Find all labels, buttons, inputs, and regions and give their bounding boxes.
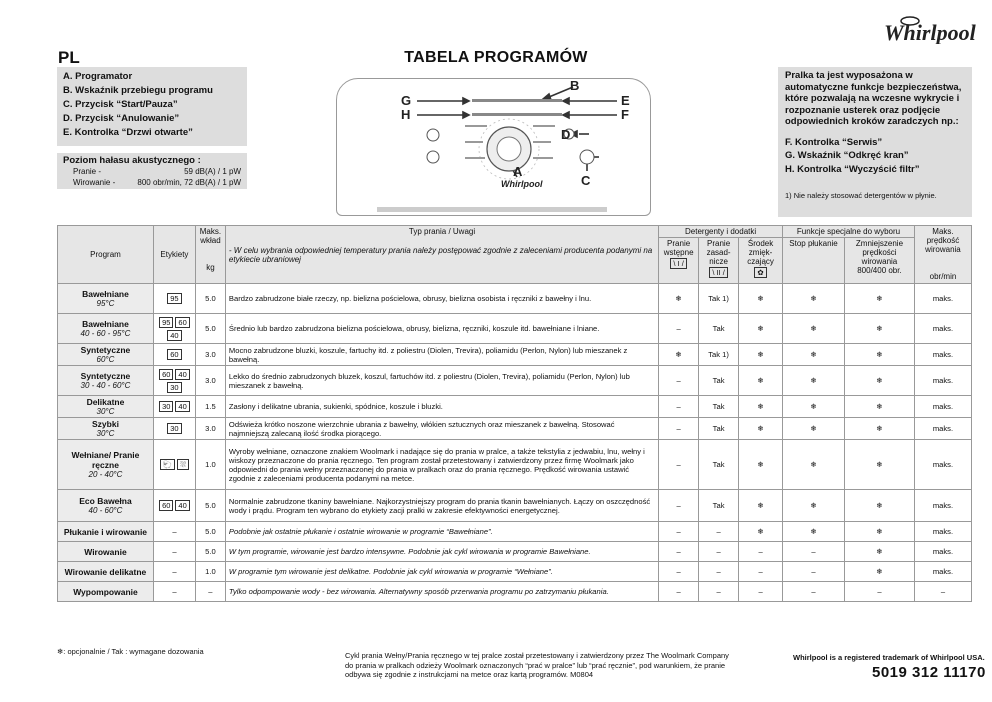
labels-cell — [153, 396, 195, 418]
care-label-icon: 30 — [167, 423, 181, 434]
table-row — [58, 522, 972, 542]
table-row — [58, 284, 972, 314]
softener-cell: – — [739, 582, 783, 602]
softener-cell: ❄ — [739, 314, 783, 344]
stop-cell: ❄ — [783, 490, 845, 522]
compartment-2-icon: \ II / — [709, 267, 728, 278]
reduce-cell: ❄ — [844, 522, 914, 542]
reduce-cell: – — [844, 582, 914, 602]
program-cell: Delikatne 30°C — [58, 396, 154, 418]
mainwash-cell: Tak 1) — [699, 284, 739, 314]
prewash-cell: ❄ — [659, 284, 699, 314]
logo-text: Whirlpool — [884, 20, 976, 44]
program-cell: Płukanie i wirowanie — [58, 522, 154, 542]
stop-cell: ❄ — [783, 284, 845, 314]
header-stop: Stop płukanie — [783, 238, 845, 284]
noise-row: Pranie - 59 dB(A) / 1 pW — [73, 167, 241, 176]
care-label-icon: 🐑 — [160, 459, 175, 470]
header-load: Maks. wkład kg — [195, 226, 225, 284]
mainwash-cell: Tak — [699, 440, 739, 490]
spin-cell: maks. — [914, 522, 971, 542]
label-dash: – — [172, 567, 177, 576]
prewash-cell: ❄ — [659, 344, 699, 366]
labels-cell — [153, 284, 195, 314]
spin-cell: maks. — [914, 562, 971, 582]
prewash-cell: – — [659, 490, 699, 522]
care-label-icon: 30 — [167, 382, 181, 393]
legend-list — [57, 67, 247, 146]
compartment-1-icon: \ I / — [670, 258, 686, 269]
prewash-cell: – — [659, 562, 699, 582]
safety-intro: Pralka ta jest wyposażona w automatyczne funkcje bezpieczeństwa, które pozwalają na wczesne wykrycie i rozpoznanie usterek oraz podjęcie odpowiednich kroków zaradczych np.: — [785, 70, 962, 127]
reduce-cell: ❄ — [844, 562, 914, 582]
load-cell: – — [195, 582, 225, 602]
description-cell: Normalnie zabrudzone tkaniny bawełniane. Najkorzystniejszy program do prania tkanin bawełnianych. Łączy on oszczędność wody i prądu. Program ten wybrano do etykiety zacji pralki w zakresie efektywności energetycznej. — [225, 490, 658, 522]
header-prewash: Pranie wstępne \ I / — [659, 238, 699, 284]
prewash-cell: – — [659, 314, 699, 344]
softener-cell: – — [739, 562, 783, 582]
load-cell: 5.0 — [195, 284, 225, 314]
header-spin: Maks. prędkość wirowania obr/min — [914, 226, 971, 284]
care-label-icon: 40 — [175, 500, 189, 511]
description-cell: Tylko odpompowanie wody - bez wirowania. Alternatywny sposób przerwania programu po zatrzymaniu płukania. — [225, 582, 658, 602]
prewash-cell: – — [659, 440, 699, 490]
table-row — [58, 490, 972, 522]
labels-cell — [153, 440, 195, 490]
softener-cell: ❄ — [739, 418, 783, 440]
stop-cell: ❄ — [783, 366, 845, 396]
prewash-cell: – — [659, 522, 699, 542]
label-dash: – — [172, 547, 177, 556]
legend-item: A. Programator — [63, 71, 133, 82]
header-program: Program — [58, 226, 154, 284]
letter-a: A — [513, 164, 523, 179]
program-cell: Wirowanie — [58, 542, 154, 562]
function-item: F. Kontrolka “Serwis” — [785, 136, 883, 148]
mainwash-cell: Tak — [699, 490, 739, 522]
reduce-cell: ❄ — [844, 440, 914, 490]
footnote-1: 1) Nie należy stosować detergentów w płynie. — [785, 191, 937, 200]
table-row — [58, 366, 972, 396]
description-cell: W tym programie, wirowanie jest bardzo intensywne. Podobnie jak cykl wirowania w programie Bawełniane. — [225, 542, 658, 562]
label-dash: – — [172, 587, 177, 596]
program-cell: Wełniane/ Pranie ręczne 20 - 40°C — [58, 440, 154, 490]
noise-level-box — [57, 153, 247, 189]
header-mainwash: Pranie zasad- nicze \ II / — [699, 238, 739, 284]
prewash-cell: – — [659, 366, 699, 396]
spin-cell: – — [914, 582, 971, 602]
description-cell: Bardzo zabrudzone białe rzeczy, np. bielizna pościelowa, obrusy, bielizna osobista i ręczniki z bawełny i lnu. — [225, 284, 658, 314]
load-cell: 5.0 — [195, 314, 225, 344]
care-label-icon: 95 — [159, 317, 173, 328]
load-cell: 1.0 — [195, 440, 225, 490]
load-cell: 5.0 — [195, 522, 225, 542]
program-cell: Bawełniane 95°C — [58, 284, 154, 314]
table-row — [58, 418, 972, 440]
header-reduce: Zmniejszenie prędkości wirowania 800/400 obr. — [844, 238, 914, 284]
mainwash-cell: – — [699, 562, 739, 582]
reduce-cell: ❄ — [844, 396, 914, 418]
stop-cell: ❄ — [783, 314, 845, 344]
labels-cell — [153, 366, 195, 396]
load-cell: 1.0 — [195, 562, 225, 582]
spin-cell: maks. — [914, 542, 971, 562]
softener-cell: ❄ — [739, 522, 783, 542]
reduce-cell: ❄ — [844, 366, 914, 396]
softener-cell: ❄ — [739, 366, 783, 396]
program-cell: Bawełniane 40 - 60 - 95°C — [58, 314, 154, 344]
softener-cell: ❄ — [739, 396, 783, 418]
spin-cell: maks. — [914, 396, 971, 418]
table-row — [58, 440, 972, 490]
spin-cell: maks. — [914, 440, 971, 490]
description-cell: Mocno zabrudzone bluzki, koszule, fartuchy itd. z poliestru (Diolen, Trevira), poliamidu (Perlon, Nylon) lub mieszanek z bawełną. — [225, 344, 658, 366]
care-label-icon: 95 — [167, 293, 181, 304]
control-panel-diagram — [336, 78, 651, 216]
function-item: G. Wskaźnik “Odkręć kran” — [785, 150, 909, 161]
softener-cell: ❄ — [739, 344, 783, 366]
footer-trademark: Whirlpool is a registered trademark of Whirlpool USA. — [793, 653, 985, 662]
mainwash-cell: Tak — [699, 396, 739, 418]
program-cell: Wypompowanie — [58, 582, 154, 602]
stop-cell: ❄ — [783, 418, 845, 440]
reduce-cell: ❄ — [844, 542, 914, 562]
stop-cell: ❄ — [783, 440, 845, 490]
letter-f: F — [621, 107, 629, 122]
labels-cell — [153, 490, 195, 522]
table-row — [58, 396, 972, 418]
labels-cell — [153, 314, 195, 344]
description-cell: W programie tym wirowanie jest delikatne. Podobnie jak cykl wirowania w programie “Wełniane”. — [225, 562, 658, 582]
program-cell: Syntetyczne 60°C — [58, 344, 154, 366]
stop-cell: ❄ — [783, 522, 845, 542]
load-cell: 1.5 — [195, 396, 225, 418]
language-code: PL — [58, 48, 80, 67]
header-labels: Etykiety — [153, 226, 195, 284]
labels-cell — [153, 418, 195, 440]
letter-c: C — [581, 173, 591, 188]
header-special: Funkcje specjalne do wyboru — [783, 226, 915, 238]
description-cell: Średnio lub bardzo zabrudzona bielizna pościelowa, obrusy, bielizna, ręczniki, koszule itd. bawełniane i lniane. — [225, 314, 658, 344]
reduce-cell: ❄ — [844, 284, 914, 314]
letter-h: H — [401, 107, 411, 122]
legend-item: E. Kontrolka “Drzwi otwarte” — [63, 127, 193, 138]
description-cell: Odświeża krótko noszone wierzchnie ubrania z bawełny, włókien sztucznych oraz mieszanek z bawełną. Stosować najmniejszą zalecaną ilość środka piorącego. — [225, 418, 658, 440]
labels-cell — [153, 562, 195, 582]
letter-e: E — [621, 93, 630, 108]
letter-b: B — [570, 79, 580, 93]
mainwash-cell: – — [699, 582, 739, 602]
description-cell: Wyroby wełniane, oznaczone znakiem Woolmark i nadające się do prania w pralce, a także tekstylia z jedwabiu, lnu, wełny i wiskozy przeznaczone do prania ręcznego. Ten program został przetestowany i zatwierdzony przez firmę Woolmark jako odpowiedni do prania wełny przeznaczonej do prania w pralkach oraz do prania ręcznego. Prędkość wirowania ustawić zgodnie z zaleceniami producenta podanymi na metce. — [225, 440, 658, 490]
label-dash: – — [172, 527, 177, 536]
spin-cell: maks. — [914, 366, 971, 396]
softener-cell: – — [739, 542, 783, 562]
program-cell: Eco Bawełna 40 - 60°C — [58, 490, 154, 522]
softener-cell: ❄ — [739, 440, 783, 490]
care-label-icon: 30 — [159, 401, 173, 412]
load-cell: 3.0 — [195, 344, 225, 366]
load-cell: 3.0 — [195, 366, 225, 396]
table-row — [58, 542, 972, 562]
load-cell: 3.0 — [195, 418, 225, 440]
labels-cell — [153, 344, 195, 366]
program-cell: Syntetyczne 30 - 40 - 60°C — [58, 366, 154, 396]
care-label-icon: 60 — [159, 500, 173, 511]
letter-g: G — [401, 93, 412, 108]
prewash-cell: – — [659, 418, 699, 440]
mainwash-cell: Tak — [699, 418, 739, 440]
table-row — [58, 344, 972, 366]
page-title: TABELA PROGRAMÓW — [404, 49, 588, 66]
reduce-cell: ❄ — [844, 490, 914, 522]
noise-title: Poziom hałasu akustycznego : — [63, 155, 201, 166]
softener-cell: ❄ — [739, 490, 783, 522]
load-cell: 5.0 — [195, 542, 225, 562]
table-row — [58, 562, 972, 582]
legend-item: B. Wskaźnik przebiegu programu — [63, 85, 213, 96]
care-label-icon: 40 — [175, 369, 189, 380]
labels-cell — [153, 582, 195, 602]
stop-cell: – — [783, 582, 845, 602]
panel-logo: Whirlpool — [501, 179, 543, 189]
program-cell: Szybki 30°C — [58, 418, 154, 440]
stop-cell: – — [783, 562, 845, 582]
footer-woolmark-note: Cykl prania Wełny/Prania ręcznego w tej pralce został przetestowany i zatwierdzony przez The Woolmark Company do prania w pralkach odzieży Woolmark oznaczonych “prać w pralce” lub “prać ręcznie”, pod warunkiem, że pranie odbywa się zgodnie z instrukcjami na metce oraz kartą programów. M0804 — [345, 651, 729, 679]
mainwash-cell: Tak — [699, 366, 739, 396]
care-label-icon: 60 — [159, 369, 173, 380]
care-label-icon: 40 — [175, 401, 189, 412]
program-cell: Wirowanie delikatne — [58, 562, 154, 582]
function-item: H. Kontrolka “Wyczyścić filtr” — [785, 163, 920, 175]
program-table — [57, 225, 972, 602]
document-code: 5019 312 11170 — [872, 664, 986, 681]
spin-cell: maks. — [914, 314, 971, 344]
prewash-cell: – — [659, 582, 699, 602]
care-label-icon: 40 — [167, 330, 181, 341]
legend-item: C. Przycisk “Start/Pauza” — [63, 99, 178, 110]
stop-cell: ❄ — [783, 396, 845, 418]
header-detergents: Detergenty i dodatki — [659, 226, 783, 238]
softener-cell: ❄ — [739, 284, 783, 314]
care-label-icon: 60 — [167, 349, 181, 360]
footer-legend: ❄: opcjonalnie / Tak : wymagane dozowania — [57, 647, 204, 656]
description-cell: Podobnie jak ostatnie płukanie i ostatnie wirowanie w programie “Bawełniane”. — [225, 522, 658, 542]
description-cell: Lekko do średnio zabrudzonych bluzek, koszul, fartuchów itd. z poliestru (Diolen, Trevira), poliamidu (Perlon, Nylon) lub mieszanek z bawełną. — [225, 366, 658, 396]
spin-cell: maks. — [914, 344, 971, 366]
safety-functions-box — [778, 67, 972, 217]
legend-item: D. Przycisk “Anulowanie” — [63, 113, 180, 124]
stop-cell: ❄ — [783, 344, 845, 366]
letter-d: D — [561, 127, 571, 142]
mainwash-cell: Tak 1) — [699, 344, 739, 366]
reduce-cell: ❄ — [844, 344, 914, 366]
header-softener: Środek zmięk- czający ✿ — [739, 238, 783, 284]
prewash-cell: – — [659, 542, 699, 562]
mainwash-cell: Tak — [699, 314, 739, 344]
description-cell: Zasłony i delikatne ubrania, sukienki, spódnice, koszule i bluzki. — [225, 396, 658, 418]
prewash-cell: – — [659, 396, 699, 418]
spin-cell: maks. — [914, 284, 971, 314]
reduce-cell: ❄ — [844, 418, 914, 440]
spin-cell: maks. — [914, 418, 971, 440]
labels-cell — [153, 522, 195, 542]
load-cell: 5.0 — [195, 490, 225, 522]
mainwash-cell: – — [699, 542, 739, 562]
mainwash-cell: – — [699, 522, 739, 542]
header-type: Typ prania / Uwagi - W celu wybrania odpowiedniej temperatury prania należy postępować zgodnie z zaleceniami producenta podanymi na etykiecie ubraniowej — [225, 226, 658, 284]
care-label-icon: 60 — [175, 317, 189, 328]
flower-icon: ✿ — [754, 267, 766, 278]
whirlpool-logo — [880, 14, 980, 44]
reduce-cell: ❄ — [844, 314, 914, 344]
spin-cell: maks. — [914, 490, 971, 522]
labels-cell — [153, 542, 195, 562]
care-label-icon: ⛆ — [177, 459, 189, 470]
noise-row: Wirowanie - 800 obr/min, 72 dB(A) / 1 pW — [73, 178, 241, 187]
table-row — [58, 582, 972, 602]
table-row — [58, 314, 972, 344]
stop-cell: – — [783, 542, 845, 562]
